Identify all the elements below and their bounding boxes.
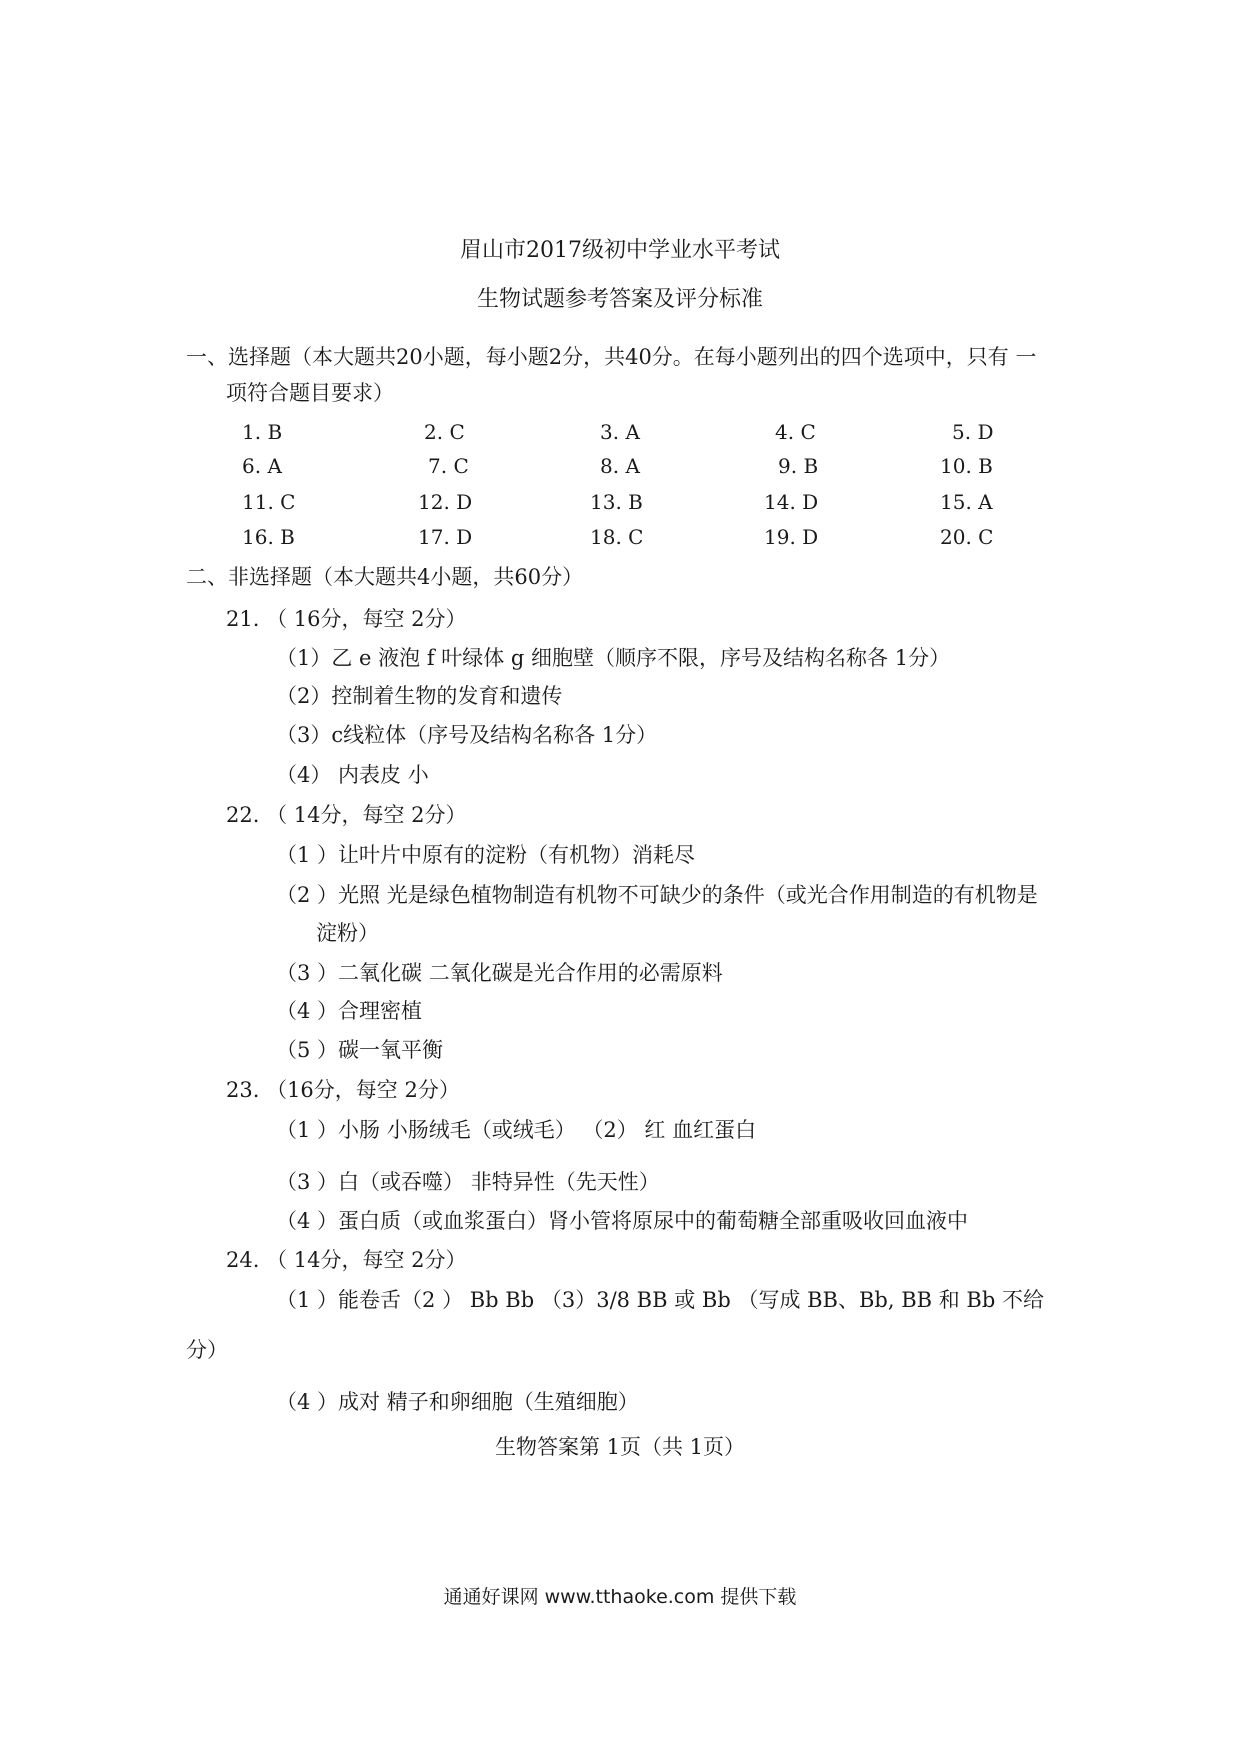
watermark-text: 通通好课网 www.tthaoke.com 提供下载	[443, 1586, 797, 1608]
answer-cell: 20. C	[940, 525, 994, 549]
q22-answer-4: （4 ）合理密植	[276, 999, 423, 1023]
answer-cell: 15. A	[940, 490, 993, 514]
answer-cell: 12. D	[418, 490, 473, 514]
answer-row	[0, 490, 1240, 520]
q23-answer-1: （1 ）小肠 小肠绒毛（或绒毛） （2） 红 血红蛋白	[276, 1118, 757, 1142]
q24-answer-1-cont: 分）	[186, 1338, 228, 1362]
q23-heading: 23. （16分，每空 2分）	[226, 1078, 460, 1102]
answer-cell: 8. A	[600, 454, 640, 478]
q24-heading: 24. （ 14分，每空 2分）	[226, 1248, 467, 1272]
answer-cell: 14. D	[764, 490, 819, 514]
answer-cell: 10. B	[940, 454, 993, 478]
answer-cell: 6. A	[242, 454, 282, 478]
q22-heading: 22. （ 14分，每空 2分）	[226, 803, 467, 827]
answer-cell: 13. B	[590, 490, 643, 514]
section1-heading-cont: 项符合题目要求）	[226, 381, 394, 405]
answer-cell: 18. C	[590, 525, 644, 549]
section1-heading: 一、选择题（本大题共20小题，每小题2分，共40分。在每小题列出的四个选项中，只有 一	[186, 345, 1037, 369]
q24-answer-2: （4 ）成对 精子和卵细胞（生殖细胞）	[276, 1390, 639, 1414]
answer-cell: 17. D	[418, 525, 473, 549]
answer-cell: 2. C	[424, 420, 465, 444]
page-title: 眉山市2017级初中学业水平考试	[460, 238, 780, 263]
answer-row	[0, 454, 1240, 484]
answer-cell: 4. C	[775, 420, 816, 444]
page-subtitle: 生物试题参考答案及评分标准	[476, 287, 763, 312]
q24-answer-1: （1 ）能卷舌（2 ） Bb Bb （3）3/8 BB 或 Bb （写成 BB、Bb, BB 和 Bb 不给	[276, 1288, 1044, 1312]
q23-answer-3: （4 ）蛋白质（或血浆蛋白）肾小管将原尿中的葡萄糖全部重吸收回血液中	[276, 1209, 969, 1233]
section2-heading: 二、非选择题（本大题共4小题，共60分）	[186, 565, 584, 589]
answer-row	[0, 420, 1240, 450]
answer-cell: 19. D	[764, 525, 819, 549]
answer-cell: 3. A	[600, 420, 640, 444]
q22-answer-3: （3 ）二氧化碳 二氧化碳是光合作用的必需原料	[276, 961, 723, 985]
answer-cell: 1. B	[242, 420, 283, 444]
q22-answer-2: （2 ）光照 光是绿色植物制造有机物不可缺少的条件（或光合作用制造的有机物是	[276, 883, 1038, 907]
answer-cell: 5. D	[952, 420, 994, 444]
page-number: 生物答案第 1页（共 1页）	[494, 1435, 746, 1459]
answer-cell: 11. C	[242, 490, 296, 514]
q21-answer-1: （1）乙 e 液泡 f 叶绿体 g 细胞壁（顺序不限，序号及结构名称各 1分）	[276, 646, 951, 670]
q22-answer-2-cont: 淀粉）	[316, 921, 379, 945]
answer-cell: 9. B	[778, 454, 819, 478]
answer-row	[0, 525, 1240, 555]
answer-cell: 7. C	[428, 454, 469, 478]
q21-answer-4: （4） 内表皮 小	[276, 763, 429, 787]
q21-answer-3: （3）c线粒体（序号及结构名称各 1分）	[276, 723, 658, 747]
q22-answer-5: （5 ）碳一氧平衡	[276, 1038, 444, 1062]
q21-heading: 21. （ 16分，每空 2分）	[226, 607, 467, 631]
q21-answer-2: （2）控制着生物的发育和遗传	[276, 684, 563, 708]
q22-answer-1: （1 ）让叶片中原有的淀粉（有机物）消耗尽	[276, 843, 696, 867]
answer-cell: 16. B	[242, 525, 295, 549]
q23-answer-2: （3 ）白（或吞噬） 非特异性（先天性）	[276, 1170, 660, 1194]
